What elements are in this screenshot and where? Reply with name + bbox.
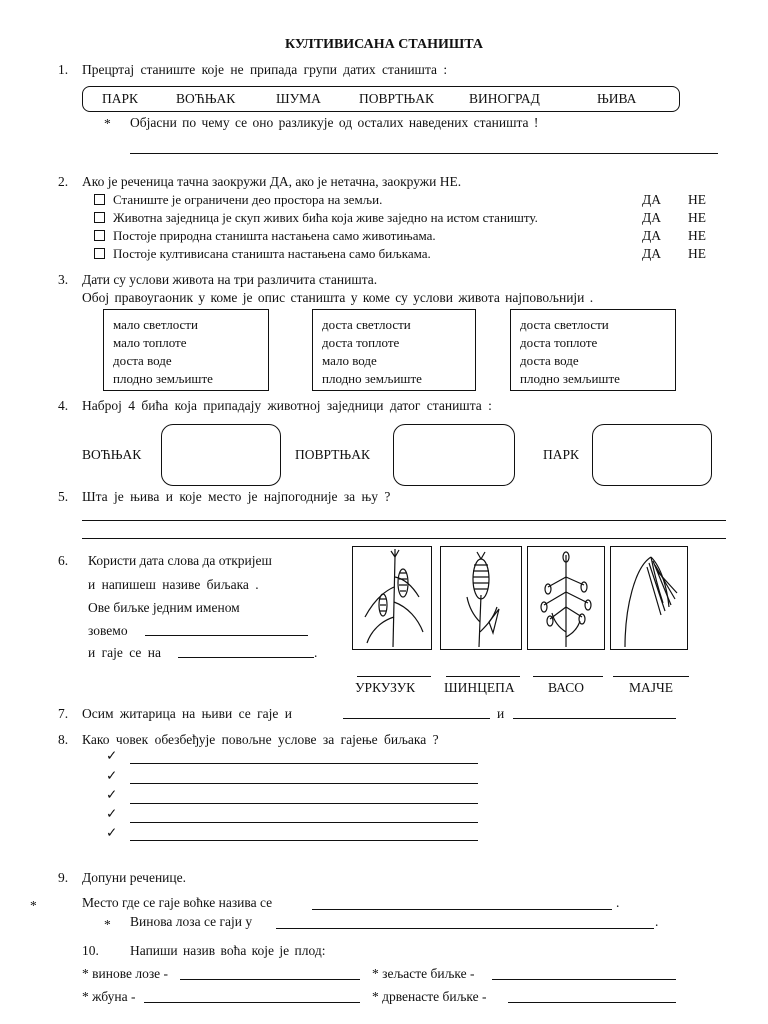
anagram-answer-line-2[interactable] (446, 676, 520, 677)
check-icon: ✓ (106, 787, 118, 802)
q3-box-1[interactable] (103, 309, 269, 391)
q4-label-povrtnjak: ПОВРТЊАК (295, 447, 370, 462)
q4-answer-box-vocnjak[interactable] (161, 424, 281, 486)
anagram-3: ВАСО (548, 680, 584, 695)
q8-answer-line-4[interactable] (130, 822, 478, 823)
checkbox[interactable] (94, 248, 105, 259)
oat-icon (528, 547, 604, 649)
q6-line-4: зовемо (88, 623, 128, 638)
q9-answer-line-2[interactable] (276, 928, 654, 929)
anagram-answer-line-4[interactable] (613, 676, 689, 677)
check-icon: ✓ (106, 806, 118, 821)
q3-line1: Дати су услови живота на три различита станишта. (82, 272, 378, 287)
q8-number: 8. (58, 732, 69, 747)
q4-label-park: ПАРК (543, 447, 580, 462)
barley-icon (611, 547, 687, 649)
anagram-answer-line-3[interactable] (533, 676, 603, 677)
q6-line-1: Користи дата слова да откријеш (88, 553, 272, 568)
q10-answer-line-tree[interactable] (508, 1002, 676, 1003)
q8-answer-line-3[interactable] (130, 803, 478, 804)
anagram-2: ШИНЦЕПА (444, 680, 515, 695)
q8-answer-line-2[interactable] (130, 783, 478, 784)
q10-item-tree: * дрвенасте биљке - (372, 989, 487, 1004)
q5-number: 5. (58, 489, 69, 504)
condition-text: плодно земљиште (113, 371, 213, 386)
q1-option-vinograd[interactable]: ВИНОГРАД (469, 91, 540, 106)
condition-text: плодно земљиште (322, 371, 422, 386)
q4-answer-box-povrtnjak[interactable] (393, 424, 515, 486)
q2-item-3: Постоје природна станишта настањена само животињама. (94, 228, 436, 244)
q9-answer-line-1[interactable] (312, 909, 612, 910)
q7-answer-line-2[interactable] (513, 718, 676, 719)
q9-line1-end: . (616, 895, 620, 910)
condition-text: мало светлости (113, 317, 198, 332)
anagram-answer-line-1[interactable] (357, 676, 431, 677)
q10-answer-line-grape[interactable] (180, 979, 360, 980)
q5-text: Шта је њива и које место је најпогодније за њу ? (82, 489, 391, 504)
q9-star: * (30, 898, 37, 913)
q2-no-2[interactable]: НЕ (688, 210, 706, 225)
check-icon: ✓ (106, 748, 118, 763)
q4-number: 4. (58, 398, 69, 413)
q8-answer-line-5[interactable] (130, 840, 478, 841)
condition-text: плодно земљиште (520, 371, 620, 386)
q6-line-5: и гаје се на (88, 645, 161, 660)
q2-no-3[interactable]: НЕ (688, 228, 706, 243)
q1-text: Прецртај станиште које не припада групи датих станишта : (82, 62, 448, 77)
q7-number: 7. (58, 706, 69, 721)
checkbox[interactable] (94, 230, 105, 241)
q10-item-herb: * зељасте биљке - (372, 966, 475, 981)
checkbox[interactable] (94, 212, 105, 223)
q5-answer-line-2[interactable] (82, 538, 726, 539)
wheat-image (440, 546, 522, 650)
q7-text: Осим житарица на њиви се гаје и (82, 706, 293, 721)
q7-and: и (497, 706, 505, 721)
q7-answer-line-1[interactable] (343, 718, 490, 719)
q9-line2: Винова лоза се гаји у (130, 914, 253, 929)
q4-text: Наброј 4 бића која припадају животној заједници датог станишта : (82, 398, 492, 413)
q10-item-shrub: * жбуна - (82, 989, 136, 1004)
q5-answer-line-1[interactable] (82, 520, 726, 521)
q3-box-3[interactable] (510, 309, 676, 391)
q10-number: 10. (82, 943, 99, 958)
q1-option-park[interactable]: ПАРК (102, 91, 139, 106)
q1-bullet: * (104, 116, 111, 131)
condition-text: доста воде (113, 353, 172, 368)
oat-image (527, 546, 605, 650)
q6-line-3: Ове биљке једним именом (88, 600, 240, 615)
q3-box-2[interactable] (312, 309, 476, 391)
q10-item-grape: * винове лозе - (82, 966, 169, 981)
q6-answer-line-name[interactable] (145, 635, 308, 636)
q1-answer-line[interactable] (130, 153, 718, 154)
anagram-4: МАЈЧЕ (629, 680, 674, 695)
q2-yes-4[interactable]: ДА (642, 246, 661, 261)
q9-bullet: * (104, 917, 111, 932)
q10-answer-line-herb[interactable] (492, 979, 676, 980)
corn-image (352, 546, 432, 650)
q6-number: 6. (58, 553, 69, 568)
q2-item-1: Станиште је ограничени део простора на земљи. (94, 192, 382, 208)
q10-text: Напиши назив воћа које је плод: (130, 943, 326, 958)
q8-answer-line-1[interactable] (130, 763, 478, 764)
q9-line2-end: . (655, 914, 659, 929)
corn-icon (353, 547, 431, 649)
q9-line1: Место где се гаје воћке назива се (82, 895, 273, 910)
anagram-1: УРКУЗУК (355, 680, 416, 695)
q6-line-2: и напишеш називе биљака . (88, 577, 259, 592)
q2-text: Ако је реченица тачна заокружи ДА, ако је нетачна, заокружи НЕ. (82, 174, 462, 189)
q2-number: 2. (58, 174, 69, 189)
q9-number: 9. (58, 870, 69, 885)
q2-no-4[interactable]: НЕ (688, 246, 706, 261)
q1-option-vocnjak[interactable]: ВОЋЊАК (176, 91, 236, 106)
q3-number: 3. (58, 272, 69, 287)
q9-text: Допуни реченице. (82, 870, 186, 885)
condition-text: мало топлоте (113, 335, 187, 350)
q6-period: . (314, 645, 318, 660)
q1-option-suma[interactable]: ШУМА (276, 91, 321, 106)
q2-no-1[interactable]: НЕ (688, 192, 706, 207)
q2-yes-3[interactable]: ДА (642, 228, 661, 243)
condition-text: доста топлоте (322, 335, 400, 350)
q2-yes-2[interactable]: ДА (642, 210, 661, 225)
q2-yes-1[interactable]: ДА (642, 192, 661, 207)
condition-text: доста воде (520, 353, 579, 368)
q2-item-4: Постоје култивисана станишта настањена само биљкама. (94, 246, 431, 262)
page-title: КУЛТИВИСАНА СТАНИШТА (285, 37, 483, 52)
condition-text: мало воде (322, 353, 377, 368)
q1-option-povrtnjak[interactable]: ПОВРТЊАК (359, 91, 434, 106)
q10-answer-line-shrub[interactable] (144, 1002, 360, 1003)
condition-text: доста топлоте (520, 335, 598, 350)
condition-text: доста светлости (520, 317, 609, 332)
q4-label-vocnjak: ВОЋЊАК (82, 447, 142, 462)
q1-option-njiva[interactable]: ЊИВА (597, 91, 637, 106)
wheat-icon (441, 547, 521, 649)
check-icon: ✓ (106, 825, 118, 840)
q2-item-2: Животна заједница је скуп живих бића која живе заједно на истом станишту. (94, 210, 538, 226)
q1-explain: Објасни по чему се оно разликује од осталих наведених станишта ! (130, 115, 539, 130)
barley-image (610, 546, 688, 650)
q1-number: 1. (58, 62, 69, 77)
checkbox[interactable] (94, 194, 105, 205)
q3-line2: Обој правоугаоник у коме је опис станишта у коме су услови живота најповољнији . (82, 290, 594, 305)
check-icon: ✓ (106, 768, 118, 783)
q6-answer-line-place[interactable] (178, 657, 314, 658)
condition-text: доста светлости (322, 317, 411, 332)
q4-answer-box-park[interactable] (592, 424, 712, 486)
q8-text: Како човек обезбеђује повољне услове за гајење биљака ? (82, 732, 439, 747)
